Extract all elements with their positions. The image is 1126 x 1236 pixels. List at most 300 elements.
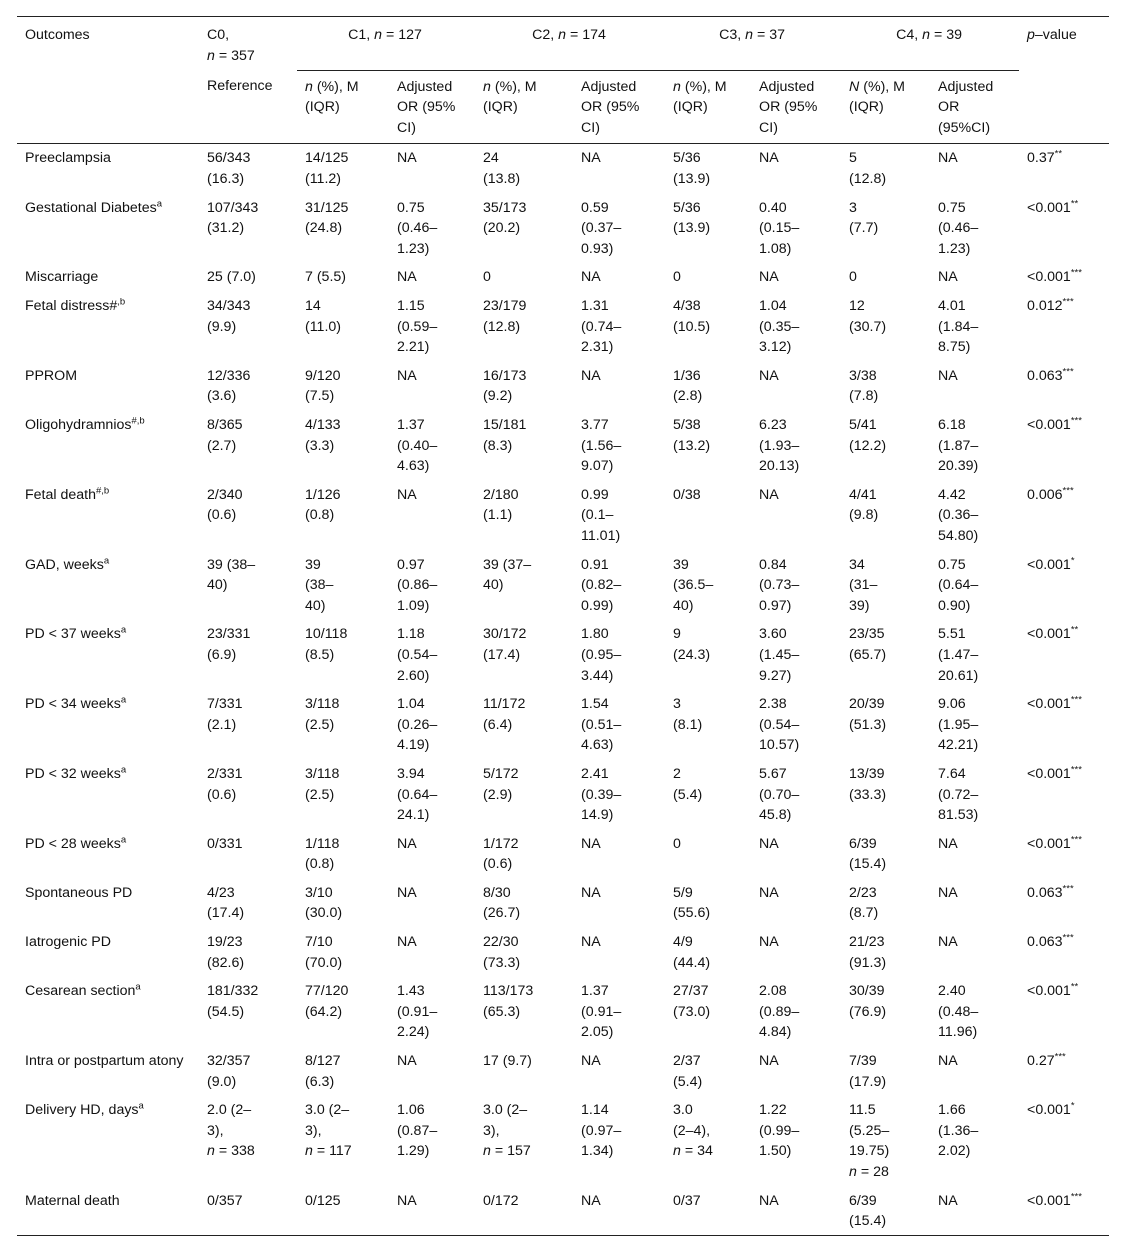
cell-c4 [841,410,930,480]
pvalue-stars: *** [1070,415,1082,427]
row-label-footnote: a [120,624,127,636]
cell-c3 [665,193,751,263]
cell-value: 0.97 (0.86– 1.09) [397,556,438,614]
cell-c4 [841,619,930,689]
cell-value: 11.5 (5.25– 19.75) [849,1102,890,1160]
cell-c4 [841,361,930,410]
cell-value: 1/36 (2.8) [673,367,703,405]
cell-c2or [573,262,665,291]
cell-c0 [199,759,297,829]
cell-value: 3/38 (7.8) [849,367,879,405]
cell-value: 5/9 (55.6) [673,884,711,922]
cell-value: NA [759,934,779,951]
cell-value: 1.43 (0.91– 2.24) [397,983,438,1041]
header-c0-n-symbol: n [207,47,215,64]
cell-c0 [199,927,297,976]
cell-value: 0.84 (0.73– 0.97) [759,556,800,614]
header-c3-n-symbol: n [745,27,754,43]
cell-value: 3.94 (0.64– 24.1) [397,765,438,824]
cell-c3: 3.0 (2–4), n = 34 [673,1102,713,1160]
header-c1-n: 127 [398,27,422,43]
cell-value: 5.67 (0.70– 45.8) [759,765,800,824]
cell-value: 16/173 (9.2) [483,367,527,405]
row-label-text: PD < 32 weeks [25,765,121,782]
pvalue-stars: *** [1070,833,1082,845]
cell-value: 30/39 (76.9) [849,983,887,1020]
cell-value: 12 (30.7) [849,298,887,335]
table-row [17,480,1109,550]
header-c4-n: 39 [946,27,962,43]
row-label [17,878,199,927]
cell-value: 1.22 (0.99– 1.50) [759,1102,800,1160]
cell-value: NA [581,1053,601,1070]
cell-c2or [573,619,665,689]
cell-value: NA [581,934,601,951]
header-c1: C1, n = 127 [297,17,475,71]
pvalue-stars: * [1070,554,1075,566]
cell-c3or [751,829,841,878]
cell-c3 [665,144,751,193]
cell-c4 [841,144,930,193]
row-label-text: PD < 34 weeks [25,696,121,713]
cell-c4or [930,480,1019,550]
cell-value: 7/10 (70.0) [305,934,343,971]
cell-c4or [930,878,1019,927]
cell-value: NA [938,934,958,951]
cell-value: 11/172 (6.4) [483,696,526,733]
cell-value: 56/343 (16.3) [207,150,251,188]
cell-value: 1.15 (0.59– 2.21) [397,298,438,356]
cell-c1 [297,262,389,291]
row-label [17,410,199,480]
pvalue-stars: ** [1070,197,1079,209]
cell-c3 [665,976,751,1046]
cell-c4 [841,689,930,759]
cell-c2or [573,1186,665,1236]
cell-n-symbol: n [483,1143,491,1160]
header-c4: C4, n = 39 [841,17,1019,71]
cell-value: 0 [673,835,681,852]
cell-value: 0.59 (0.37– 0.93) [581,199,622,257]
row-label-text: Fetal distress# [25,298,118,315]
row-label [17,480,199,550]
header-row-groups [17,17,1109,71]
cell-c2or [573,480,665,550]
row-label-text: Oligohydramnios [25,417,132,433]
pvalue-number: <0.001 [1027,269,1071,286]
row-label-text: Fetal death [25,486,96,503]
cell-value: 30/172 (17.4) [483,626,527,663]
cell-value: 39 (38– 40) [305,556,334,614]
row-label [17,976,199,1046]
cell-c2 [475,1186,573,1236]
cell-c2or [573,976,665,1046]
cell-c4or [930,927,1019,976]
cell-c2or [573,193,665,263]
cell-c0 [199,480,297,550]
cell-c0 [199,619,297,689]
cell-c2 [475,759,573,829]
cell-c0 [199,262,297,291]
cell-c3 [665,759,751,829]
cell-c1 [297,927,389,976]
header-c3: C3, n = 37 [665,17,841,71]
cell-pvalue [1019,410,1109,480]
cell-value: NA [938,1192,958,1209]
cell-value: 13/39 (33.3) [849,765,887,803]
cell-c4or [930,361,1019,410]
cell-value: 4.42 (0.36– 54.80) [938,486,979,544]
cell-value: NA [397,1053,417,1070]
cell-c4 [841,878,930,927]
cell-value: 6.23 (1.93– 20.13) [759,417,800,475]
cell-value: 6/39 (15.4) [849,1192,887,1230]
cell-value: 1/172 (0.6) [483,835,519,873]
cell-c1or [389,878,475,927]
header-c1-npct [297,70,389,144]
cell-value: 0.75 (0.46– 1.23) [938,199,979,257]
cell-c4 [841,262,930,291]
cell-c4 [841,759,930,829]
cell-c1or [389,759,475,829]
cell-c1or [389,1186,475,1236]
header-c2-n-symbol: n [558,27,567,43]
header-c1-npct-rest: (%), M (IQR) [305,78,359,116]
cell-c4 [841,927,930,976]
cell-c2 [475,976,573,1046]
cell-value: 1.04 (0.26– 4.19) [397,696,438,754]
cell-c4 [841,976,930,1046]
pvalue-number: 0.063 [1027,884,1063,901]
cell-c0 [199,361,297,410]
cell-value: 34 (31– 39) [849,556,878,614]
cell-value: 27/37 (73.0) [673,983,711,1020]
row-label [17,759,199,829]
cell-value: NA [397,486,417,503]
header-c2: C2, n = 174 [475,17,665,71]
cell-c1: 3.0 (2– 3), n = 117 [305,1102,352,1160]
cell-c2 [475,144,573,193]
cell-value: NA [581,1192,601,1209]
outcomes-table [17,16,1109,1236]
cell-n-symbol: n [207,1143,215,1160]
cell-c4or [930,1095,1019,1185]
cell-c3 [665,291,751,361]
cell-c0 [199,193,297,263]
table-row [17,144,1109,193]
cell-c3or [751,1186,841,1236]
header-c2-n: 174 [582,27,606,43]
cell-c2 [475,193,573,263]
cell-c3or [751,759,841,829]
row-label-text: Maternal death [25,1192,120,1209]
pvalue-number: <0.001 [1027,417,1071,433]
row-label-footnote: a [135,981,141,993]
cell-value: 1.04 (0.35– 3.12) [759,298,800,356]
cell-value: 9 (24.3) [673,626,711,663]
cell-value: 15/181 (8.3) [483,417,527,454]
cell-value: 20/39 (51.3) [849,696,887,733]
cell-c3 [665,361,751,410]
pvalue-stars: *** [1070,267,1082,279]
cell-c1or [389,144,475,193]
cell-c2 [475,829,573,878]
pvalue-number: 0.012 [1027,298,1063,315]
cell-c3 [665,550,751,620]
cell-c2or [573,829,665,878]
cell-value: NA [397,835,417,852]
header-c0: C0, n = 357 [199,17,297,71]
header-c4-npct-italic: N [849,78,860,95]
cell-value: 8/365 (2.7) [207,417,243,454]
cell-c4 [841,829,930,878]
cell-value: NA [397,150,417,167]
cell-value: NA [581,884,601,901]
cell-value: 2.41 (0.39– 14.9) [581,765,622,824]
cell-value: 1.31 (0.74– 2.31) [581,298,622,356]
cell-c3or [751,878,841,927]
row-label-footnote: a [103,554,110,566]
cell-c1 [297,829,389,878]
cell-c1 [297,1046,389,1095]
row-label-text: Delivery HD, days [25,1102,139,1119]
table-row [17,759,1109,829]
header-c2-npct-rest: (%), M (IQR) [483,78,537,116]
cell-pvalue [1019,361,1109,410]
cell-n-value: 28 [873,1164,889,1180]
cell-value: 22/30 (73.3) [483,934,521,971]
cell-c1or [389,1095,475,1185]
row-label-footnote: a [120,833,127,845]
cell-value: NA [759,884,779,901]
row-label-footnote: a [156,197,163,209]
table-row [17,193,1109,263]
cell-c4or [930,550,1019,620]
cell-value: 5/41 (12.2) [849,417,887,454]
cell-value: NA [759,269,779,286]
header-c1-npct-italic: n [305,78,313,95]
cell-pvalue [1019,291,1109,361]
cell-c2or [573,1095,665,1185]
cell-c4or [930,689,1019,759]
row-label-text: PD < 28 weeks [25,835,121,852]
cell-c1or [389,410,475,480]
header-pvalue-rest: –value [1034,27,1077,43]
cell-c4 [841,1046,930,1095]
row-label [17,927,199,976]
cell-c4 [841,291,930,361]
row-label-text: Spontaneous PD [25,884,133,901]
row-label-footnote: a [120,764,127,776]
cell-c2or [573,878,665,927]
cell-c0 [199,144,297,193]
cell-value: 2 (5.4) [673,765,703,803]
table-row [17,927,1109,976]
pvalue-stars: *** [1062,883,1074,895]
header-c1-n-symbol: n [374,27,383,43]
cell-value: 25 (7.0) [207,269,256,286]
header-c2-npct-italic: n [483,78,491,95]
cell-c4or [930,410,1019,480]
cell-value: 4/133 (3.3) [305,417,341,454]
cell-c2or [573,410,665,480]
header-outcomes: Outcomes [17,17,199,144]
pvalue-stars: *** [1070,694,1082,706]
row-label-text: Cesarean section [25,983,136,1000]
row-label-text: PPROM [25,367,78,384]
cell-c3or [751,927,841,976]
cell-value: 39 (38– 40) [207,556,256,594]
cell-value: 7/331 (2.1) [207,696,243,733]
cell-value: 1.18 (0.54– 2.60) [397,626,438,684]
cell-value: 0.99 (0.1– 11.01) [581,486,621,544]
cell-c2or [573,1046,665,1095]
cell-value: 1.66 (1.36– 2.02) [938,1102,979,1160]
cell-value: 7/39 (17.9) [849,1053,887,1090]
table-row [17,262,1109,291]
cell-pvalue [1019,262,1109,291]
cell-value: 1.80 (0.95– 3.44) [581,626,622,684]
table-row [17,689,1109,759]
pvalue-stars: *** [1062,485,1074,497]
header-c4-or: Adjusted OR (95%CI) [938,78,994,136]
cell-value: 4/41 (9.8) [849,486,879,524]
cell-value: NA [938,1053,958,1070]
cell-value: 2/331 (0.6) [207,765,243,803]
cell-value: 3.0 (2–4), [673,1102,711,1139]
cell-pvalue [1019,1186,1109,1236]
cell-c0 [199,291,297,361]
row-label-footnote: #,b [96,485,110,497]
cell-c3 [665,410,751,480]
cell-value: NA [938,150,958,167]
cell-c4or [930,144,1019,193]
cell-c0 [199,829,297,878]
cell-pvalue [1019,759,1109,829]
cell-c2 [475,291,573,361]
cell-value: 1/118 (0.8) [305,835,340,873]
cell-value: NA [938,884,958,901]
cell-value: 34/343 (9.9) [207,298,251,335]
cell-c3or [751,689,841,759]
cell-c4or [930,829,1019,878]
cell-c3or [751,1046,841,1095]
cell-value: 0.40 (0.15– 1.08) [759,199,800,257]
table-row [17,1046,1109,1095]
cell-value: NA [938,835,958,852]
cell-c1 [297,550,389,620]
cell-value: 0/125 [305,1192,341,1209]
cell-c1 [297,410,389,480]
pvalue-stars: ** [1070,624,1079,636]
cell-value: NA [397,367,417,384]
cell-value: 2.38 (0.54– 10.57) [759,696,800,754]
pvalue-number: 0.37 [1027,150,1055,167]
cell-c2 [475,361,573,410]
cell-value: 5 (12.8) [849,150,887,188]
outcomes-table-container [17,16,1109,1236]
cell-value: 77/120 (64.2) [305,983,349,1020]
header-c1-or: Adjusted OR (95% CI) [397,78,456,136]
row-label-text: Miscarriage [25,269,99,286]
row-label-footnote: a [138,1100,144,1112]
cell-c0 [199,1046,297,1095]
pvalue-number: <0.001 [1027,765,1071,782]
pvalue-number: <0.001 [1027,1192,1071,1209]
table-row [17,1095,1109,1185]
cell-n-value: 338 [231,1143,255,1160]
table-row [17,410,1109,480]
cell-value: 2.40 (0.48– 11.96) [938,983,979,1041]
cell-value: 1.54 (0.51– 4.63) [581,696,622,754]
cell-value: 9.06 (1.95– 42.21) [938,696,979,754]
table-row [17,1186,1109,1236]
cell-value: 35/173 (20.2) [483,199,527,237]
cell-c3or [751,193,841,263]
header-c0-n: 357 [231,47,255,64]
cell-value: 14 (11.0) [305,298,342,335]
cell-c2 [475,878,573,927]
cell-c4or [930,1186,1019,1236]
cell-c4or [930,759,1019,829]
cell-c4or [930,1046,1019,1095]
cell-value: NA [581,150,601,167]
cell-pvalue [1019,878,1109,927]
cell-value: 24 (13.8) [483,150,521,188]
cell-value: 39 (36.5– 40) [673,556,714,614]
cell-value: 107/343 (31.2) [207,199,259,237]
cell-c3 [665,262,751,291]
table-body [17,144,1109,1235]
cell-c3or [751,144,841,193]
cell-n-symbol: n [673,1143,681,1160]
header-c3-or: Adjusted OR (95% CI) [759,78,818,136]
cell-value: 2.0 (2– 3), [207,1102,252,1139]
cell-c1 [297,689,389,759]
cell-c1 [297,759,389,829]
row-label [17,262,199,291]
cell-c4or [930,619,1019,689]
header-c3-npct-rest: (%), M (IQR) [673,78,727,116]
cell-c1or [389,550,475,620]
pvalue-number: <0.001 [1027,626,1071,643]
cell-c2or [573,550,665,620]
cell-value: NA [397,269,417,286]
cell-value: 4/38 (10.5) [673,298,711,335]
pvalue-number: <0.001 [1027,1102,1071,1119]
cell-c2 [475,619,573,689]
row-label-text: Iatrogenic PD [25,934,111,951]
pvalue-stars: *** [1062,932,1074,944]
cell-value: NA [397,1192,417,1209]
cell-c2: 3.0 (2– 3), n = 157 [483,1102,531,1160]
cell-c1 [297,976,389,1046]
cell-n-value: 157 [507,1143,531,1160]
row-label [17,1186,199,1236]
cell-c0: 2.0 (2– 3), n = 338 [207,1102,255,1160]
row-label-footnote: #,b [131,415,145,427]
cell-value: NA [759,1192,779,1209]
row-label [17,193,199,263]
cell-c1or [389,689,475,759]
cell-c2 [475,480,573,550]
cell-value: 32/357 (9.0) [207,1053,251,1090]
cell-value: 0.91 (0.82– 0.99) [581,556,622,614]
cell-value: 0/37 [673,1192,701,1209]
cell-pvalue [1019,927,1109,976]
cell-value: 39 (37– 40) [483,556,532,594]
cell-value: 0 [483,269,491,286]
